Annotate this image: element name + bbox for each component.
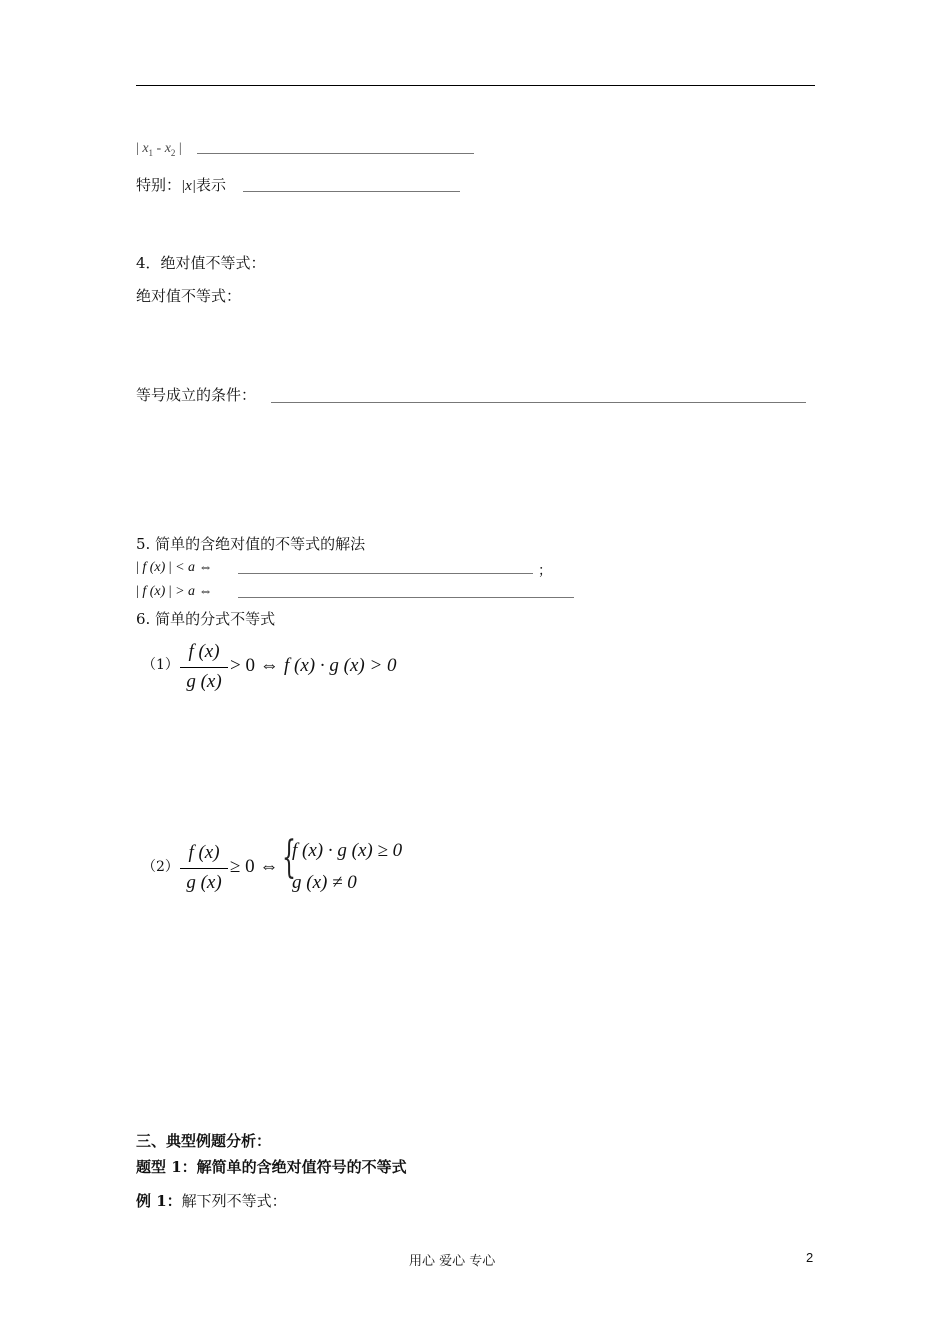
section3-heading: 三、典型例题分析：	[136, 1132, 272, 1150]
item2-case2: g (x) ≠ 0	[292, 872, 357, 893]
item2-label: （2）	[142, 859, 179, 875]
left-brace: {	[282, 832, 296, 883]
abs-greater-row: | f (x) | > a ⇔	[136, 584, 213, 599]
blank-line-equality[interactable]	[271, 402, 806, 403]
item2-fraction	[180, 842, 228, 894]
special-note: 特别：|x|表示	[136, 176, 226, 194]
item1-rhs: f (x) · g (x) > 0	[284, 655, 397, 676]
item2-relation: ≥ 0 ⇔	[230, 856, 279, 877]
type1-heading: 题型 1：解简单的含绝对值符号的不等式	[136, 1158, 407, 1176]
blank-line-distance[interactable]	[197, 153, 474, 154]
distance-expression: | $x_1 - x_2$ |	[136, 141, 182, 158]
example1-label: 例 1：	[136, 1192, 182, 1210]
blank-line-abs-less[interactable]	[238, 573, 533, 574]
header-rule	[136, 85, 815, 86]
section6-heading: 6. 简单的分式不等式	[136, 610, 276, 628]
item1-relation: > 0 ⇔	[230, 655, 279, 676]
page-number: 2	[806, 1250, 814, 1265]
item1-numerator: f (x)	[188, 641, 220, 662]
item1-denominator: g (x)	[186, 671, 222, 692]
example1	[136, 1192, 287, 1210]
blank-line-special[interactable]	[243, 191, 460, 192]
section5-heading: 5. 简单的含绝对值的不等式的解法	[136, 535, 366, 553]
item2-case1: f (x) · g (x) ≥ 0	[292, 840, 403, 861]
item1-fraction	[180, 641, 228, 693]
abs-less-row: | f (x) | < a ⇔	[136, 560, 213, 575]
item2-denominator: g (x)	[186, 872, 222, 893]
section4-heading: 4．绝对值不等式：	[136, 254, 266, 272]
blank-line-abs-greater[interactable]	[238, 597, 574, 598]
footer-motto: 用心 爱心 专心	[409, 1254, 496, 1269]
item2-numerator: f (x)	[188, 842, 220, 863]
item1-label: （1）	[142, 657, 179, 673]
semicolon: ；	[538, 563, 552, 579]
equality-condition-label: 等号成立的条件：	[136, 386, 257, 404]
section4-subheading: 绝对值不等式：	[136, 287, 242, 305]
example1-text: 解下列不等式：	[181, 1192, 287, 1210]
